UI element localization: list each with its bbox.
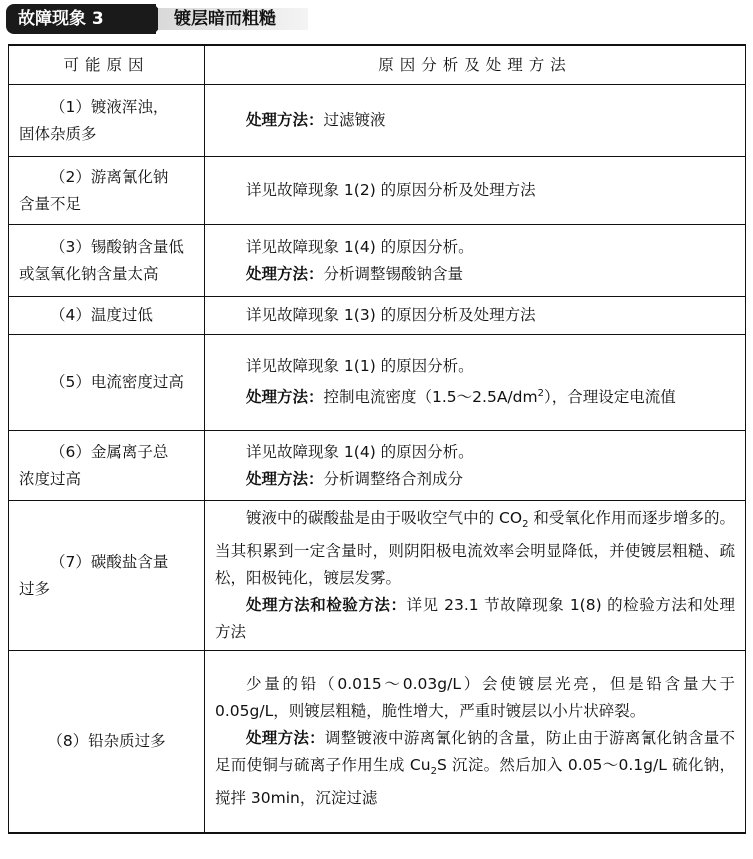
cause-cell: （4）温度过低 — [9, 297, 205, 335]
table-row — [9, 335, 746, 431]
section-title: 镀层暗而粗糙 — [174, 9, 276, 29]
fault-table — [8, 44, 746, 834]
solution-cell: 详见故障现象 1(4) 的原因分析。 处理方法：分析调整络合剂成分 — [205, 431, 746, 501]
column-header-cause: 可能原因 — [9, 45, 205, 85]
table-row — [9, 297, 746, 335]
solution-cell: 详见故障现象 1(2) 的原因分析及处理方法 — [205, 157, 746, 225]
cause-cell: （7）碳酸盐含量 过多 — [9, 501, 205, 651]
cause-cell: （6）金属离子总 浓度过高 — [9, 431, 205, 501]
table-row — [9, 225, 746, 297]
cause-cell: （8）铅杂质过多 — [9, 651, 205, 833]
cause-cell: （2）游离氰化钠 含量不足 — [9, 157, 205, 225]
cause-cell: （5）电流密度过高 — [9, 335, 205, 431]
solution-cell: 处理方法：过滤镀液 — [205, 85, 746, 157]
table-row — [9, 501, 746, 651]
table-row — [9, 651, 746, 833]
table-row — [9, 431, 746, 501]
section-header — [6, 4, 306, 34]
solution-cell: 少量的铅（0.015～0.03g/L）会使镀层光亮，但是铅含量大于 0.05g/L，则镀层粗糙，脆性增大，严重时镀层以小片状碎裂。 处理方法：调整镀液中游离氰化钠的含量，防止由于游离氰化钠含量不足而使铜与硫离子作用生成 $Cu_2S$ 沉淀。然后加入 0.05～0.1g/L 硫化钠，搅拌 30min，沉淀过滤 — [205, 651, 746, 833]
solution-cell: 详见故障现象 1(4) 的原因分析。 处理方法：分析调整锡酸钠含量 — [205, 225, 746, 297]
cause-cell: （3）锡酸钠含量低 或氢氧化钠含量太高 — [9, 225, 205, 297]
solution-cell: 详见故障现象 1(3) 的原因分析及处理方法 — [205, 297, 746, 335]
table-header-row — [9, 45, 746, 85]
table-row — [9, 85, 746, 157]
solution-cell: 详见故障现象 1(1) 的原因分析。 处理方法：控制电流密度$(1.5\sim 2.5A/dm^2)$，合理设定电流值 — [205, 335, 746, 431]
cause-cell: （1）镀液浑浊， 固体杂质多 — [9, 85, 205, 157]
fault-badge: 故障现象 3 — [6, 4, 156, 34]
table-row — [9, 157, 746, 225]
solution-cell: 镀液中的碳酸盐是由于吸收空气中的 $CO_2$ 和受氧化作用而逐步增多的。当其积累到一定含量时，则阴阳极电流效率会明显降低，并使镀层粗糙、疏松，阳极钝化，镀层发雾。 处理方法和检验方法：详见 23.1 节故障现象 1(8) 的检验方法和处理方法 — [205, 501, 746, 651]
column-header-solution: 原因分析及处理方法 — [205, 45, 746, 85]
